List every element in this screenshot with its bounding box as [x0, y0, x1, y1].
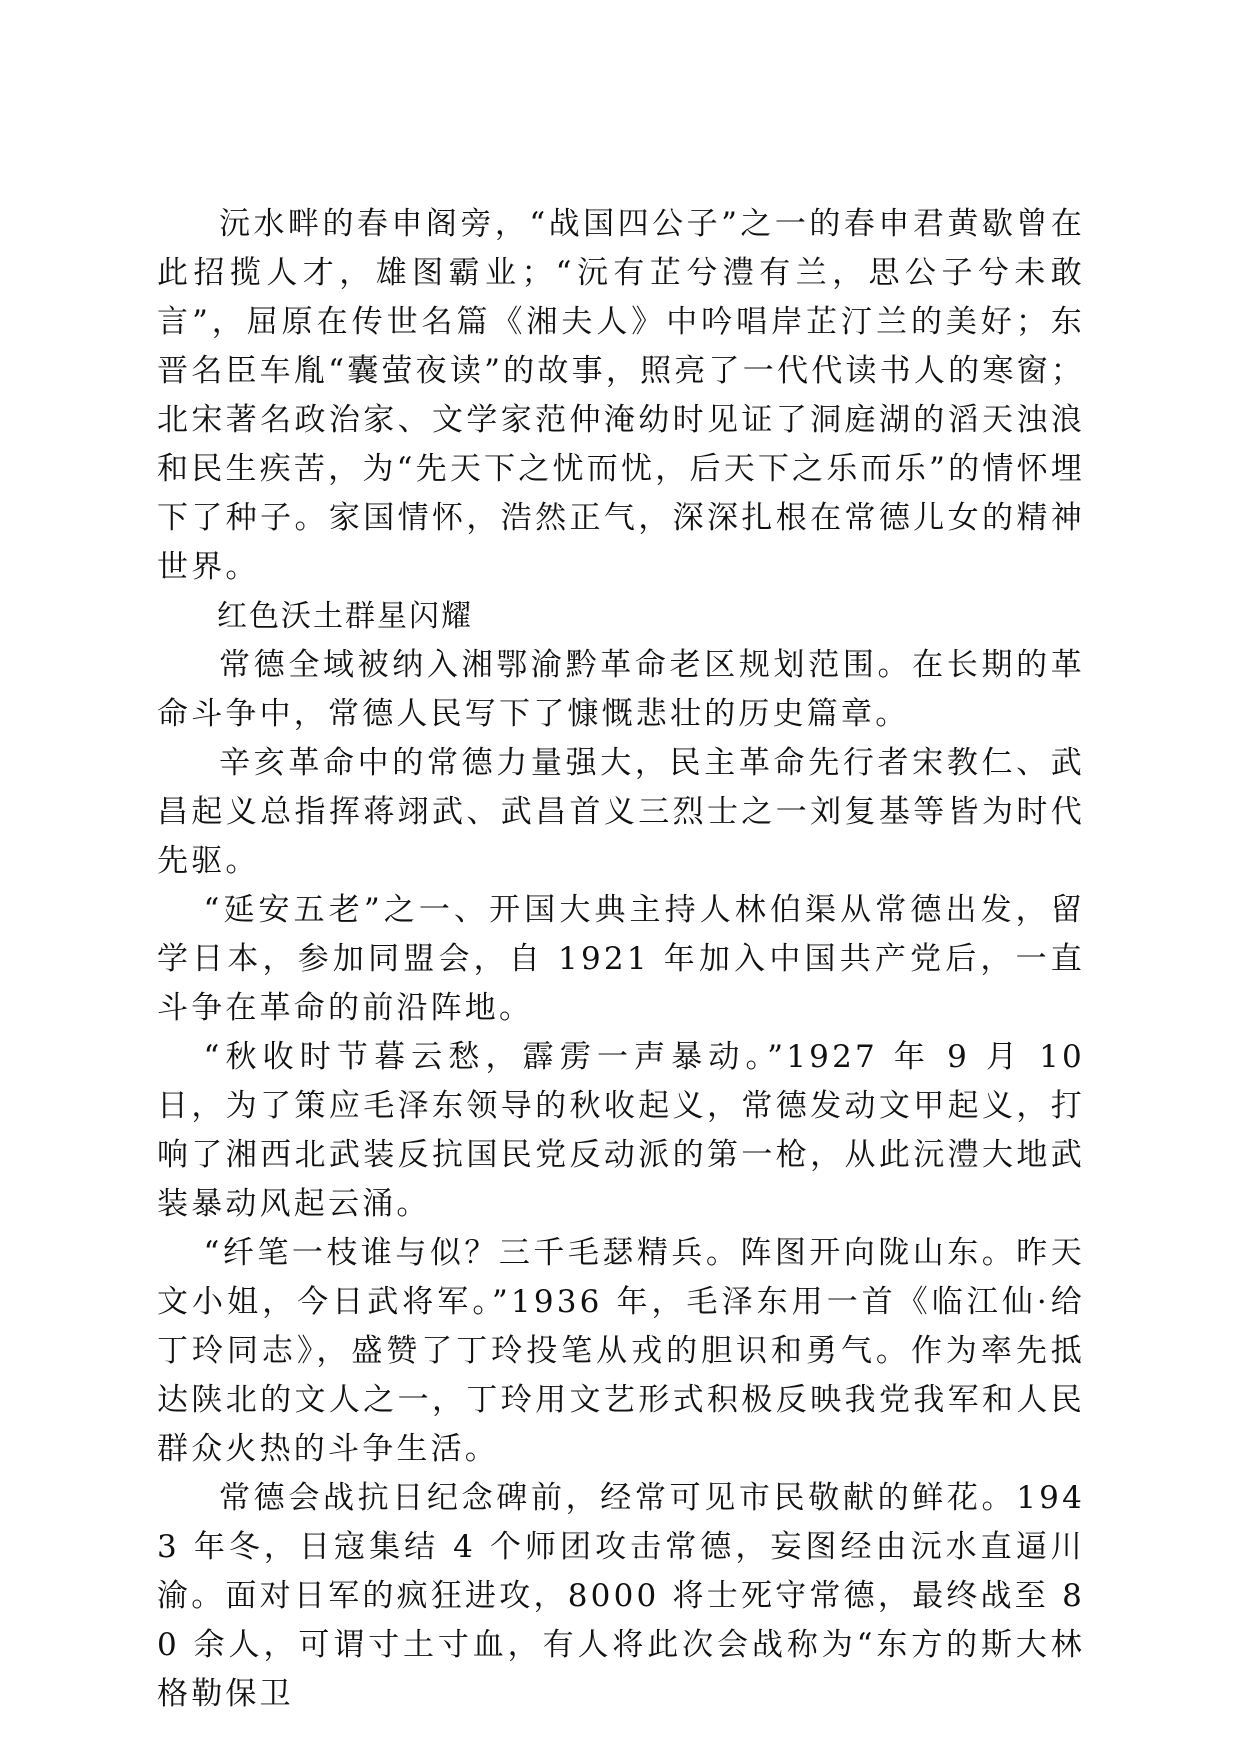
paragraph-historical-figures: 沅水畔的春申阁旁，“战国四公子”之一的春申君黄歇曾在此招揽人才，雄图霸业；“沅有芷兮澧有兰，思公子兮未敢言”，屈原在传世名篇《湘夫人》中吟唱岸芷汀兰的美好；东晋名臣车胤“囊萤夜读”的故事，照亮了一代代读书人的寒窗；北宋著名政治家、文学家范仲淹幼时见证了洞庭湖的滔天浊浪和民生疾苦，为“先天下之忧而忧，后天下之乐而乐”的情怀埋下了种子。家国情怀，浩然正气，深深扎根在常德儿女的精神世界。 — [157, 206, 1085, 585]
paragraph-ding-ling: “纤笔一枝谁与似？三千毛瑟精兵。阵图开向陇山东。昨天文小姐，今日武将军。”1936 年，毛泽东用一首《临江仙·给丁玲同志》，盛赞了丁玲投笔从戎的胆识和勇气。作为率先抵达陕北的文人之一，丁玲用文艺形式积极反映我党我军和人民群众火热的斗争生活。 — [157, 1235, 1085, 1467]
paragraph-lin-boqu: “延安五老”之一、开国大典主持人林伯渠从常德出发，留学日本，参加同盟会，自 1921 年加入中国共产党后，一直斗争在革命的前沿阵地。 — [157, 892, 1085, 1026]
section-heading: 红色沃土群星闪耀 — [217, 599, 473, 634]
paragraph-revolutionary-base: 常德全域被纳入湘鄂渝黔革命老区规划范围。在长期的革命斗争中，常德人民写下了慷慨悲壮的历史篇章。 — [157, 647, 1085, 732]
paragraph-changde-battle: 常德会战抗日纪念碑前，经常可见市民敬献的鲜花。1943 年冬，日寇集结 4 个师团攻击常德，妄图经由沅水直逼川渝。面对日军的疯狂进攻，8000 将士死守常德，最终战至 80 余人，可谓寸土寸血，有人将此次会战称为“东方的斯大林格勒保卫 — [157, 1480, 1085, 1712]
paragraph-wenjia-uprising: “秋收时节暮云愁，霹雳一声暴动。”1927 年 9 月 10 日，为了策应毛泽东领导的秋收起义，常德发动文甲起义，打响了湘西北武装反抗国民党反动派的第一枪，从此沅澧大地武装暴动风起云涌。 — [157, 1039, 1085, 1222]
paragraph-xinhai-revolution: 辛亥革命中的常德力量强大，民主革命先行者宋教仁、武昌起义总指挥蒋翊武、武昌首义三烈士之一刘复基等皆为时代先驱。 — [157, 745, 1085, 879]
article-body — [157, 200, 1085, 1719]
